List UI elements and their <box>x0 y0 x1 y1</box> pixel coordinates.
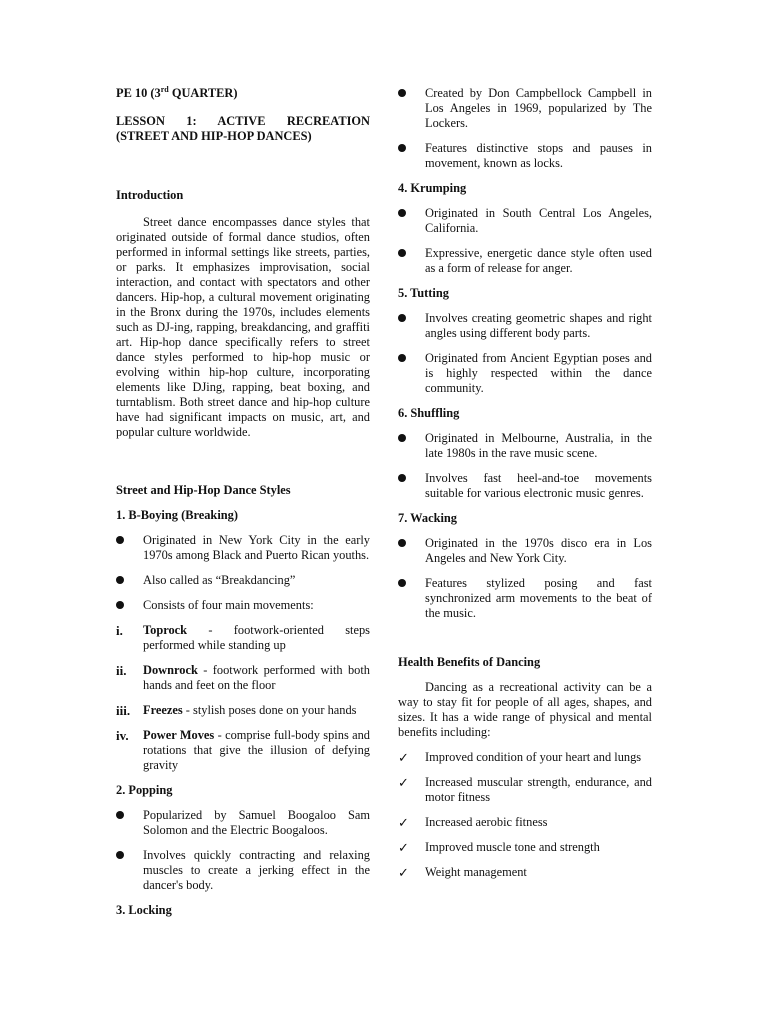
list-item: Features stylized posing and fast synchronized arm movements to the beat of the music. <box>398 576 652 621</box>
list-item: Involves creating geometric shapes and right angles using different body parts. <box>398 311 652 341</box>
styles-heading: Street and Hip-Hop Dance Styles <box>116 483 291 497</box>
left-column <box>116 86 370 918</box>
intro-paragraph: Street dance encompasses dance styles that originated outside of formal dance studios, often performed in informal settings like streets, parties, or parks. It emphasizes improvisation, social interaction, and contact with spectators and other dancers. Hip-hop, a cultural movement originating in the Bronx during the 1970s, includes elements such as DJ-ing, rapping, breakdancing, and graffiti art. Hip-hop dance specifically refers to street dance styles performed to hip-hop music or evolving within hip-hop culture, incorporating elements like DJing, rapping, beat boxing, and turntablism. Both street dance and hip-hop culture have had significant impacts on music, art, and popular culture worldwide. <box>116 215 370 439</box>
right-column <box>398 86 652 890</box>
bullet-icon <box>116 811 124 819</box>
bullet-icon <box>398 474 406 482</box>
move-item: iii. Freezes - stylish poses done on your hands <box>116 703 357 718</box>
list-item: Originated in New York City in the early 1970s among Black and Puerto Rican youths. <box>116 533 370 563</box>
move-item: i. Toprock - footwork-oriented steps performed while standing up <box>116 623 370 652</box>
list-item: Expressive, energetic dance style often used as a form of release for anger. <box>398 246 652 276</box>
intro-heading: Introduction <box>116 188 184 202</box>
check-icon: ✓ <box>398 815 409 830</box>
benefit-item: ✓ Improved muscle tone and strength <box>398 840 600 855</box>
popping-heading: 2. Popping <box>116 783 173 797</box>
page-title: PE 10 (3rd QUARTER) <box>116 84 238 100</box>
bullet-icon <box>398 144 406 152</box>
list-item: Features distinctive stops and pauses in movement, known as locks. <box>398 141 652 171</box>
shuffling-heading: 6. Shuffling <box>398 406 460 420</box>
list-item: Originated in the 1970s disco era in Los Angeles and New York City. <box>398 536 652 566</box>
bullet-icon <box>398 354 406 362</box>
list-item: Popularized by Samuel Boogaloo Sam Solomon and the Electric Boogaloos. <box>116 808 370 838</box>
locking-heading: 3. Locking <box>116 903 172 917</box>
check-icon: ✓ <box>398 865 409 880</box>
health-paragraph: Dancing as a recreational activity can be a way to stay fit for people of all ages, shapes, and sizes. It has a wide range of physical and mental benefits including: <box>398 680 652 739</box>
breaking-heading: 1. B-Boying (Breaking) <box>116 508 238 522</box>
list-item: Originated from Ancient Egyptian poses and is highly respected within the dance community. <box>398 351 652 396</box>
bullet-icon <box>398 434 406 442</box>
bullet-icon <box>398 209 406 217</box>
list-item: Also called as “Breakdancing” <box>116 573 370 588</box>
bullet-icon <box>116 851 124 859</box>
wacking-heading: 7. Wacking <box>398 511 457 525</box>
lesson-title: LESSON 1: ACTIVE RECREATION (STREET AND HIP-HOP DANCES) <box>116 114 370 143</box>
list-item: Involves fast heel-and-toe movements suitable for various electronic music genres. <box>398 471 652 501</box>
bullet-icon <box>398 89 406 97</box>
benefit-item: ✓ Increased muscular strength, endurance, and motor fitness <box>398 775 652 804</box>
bullet-icon <box>398 314 406 322</box>
bullet-icon <box>398 579 406 587</box>
list-item: Consists of four main movements: <box>116 598 370 613</box>
benefit-item: ✓ Improved condition of your heart and lungs <box>398 750 642 765</box>
move-item: iv. Power Moves - comprise full-body spins and rotations that give the illusion of defying gravity <box>116 728 371 772</box>
health-heading: Health Benefits of Dancing <box>398 655 541 669</box>
check-icon: ✓ <box>398 840 409 855</box>
list-item: Originated in South Central Los Angeles, California. <box>398 206 652 236</box>
bullet-icon <box>398 539 406 547</box>
bullet-icon <box>398 249 406 257</box>
bullet-icon <box>116 601 124 609</box>
move-item: ii. Downrock - footwork performed with both hands and feet on the floor <box>116 663 370 692</box>
bullet-icon <box>116 536 124 544</box>
krumping-heading: 4. Krumping <box>398 181 467 195</box>
tutting-heading: 5. Tutting <box>398 286 449 300</box>
check-icon: ✓ <box>398 750 409 765</box>
list-item: Originated in Melbourne, Australia, in the late 1980s in the rave music scene. <box>398 431 652 461</box>
bullet-icon <box>116 576 124 584</box>
check-icon: ✓ <box>398 775 409 790</box>
benefit-item: ✓ Increased aerobic fitness <box>398 815 548 830</box>
benefit-item: ✓ Weight management <box>398 865 527 880</box>
list-item: Involves quickly contracting and relaxing muscles to create a jerking effect in the dancer's body. <box>116 848 370 893</box>
list-item: Created by Don Campbellock Campbell in Los Angeles in 1969, popularized by The Lockers. <box>398 86 652 131</box>
